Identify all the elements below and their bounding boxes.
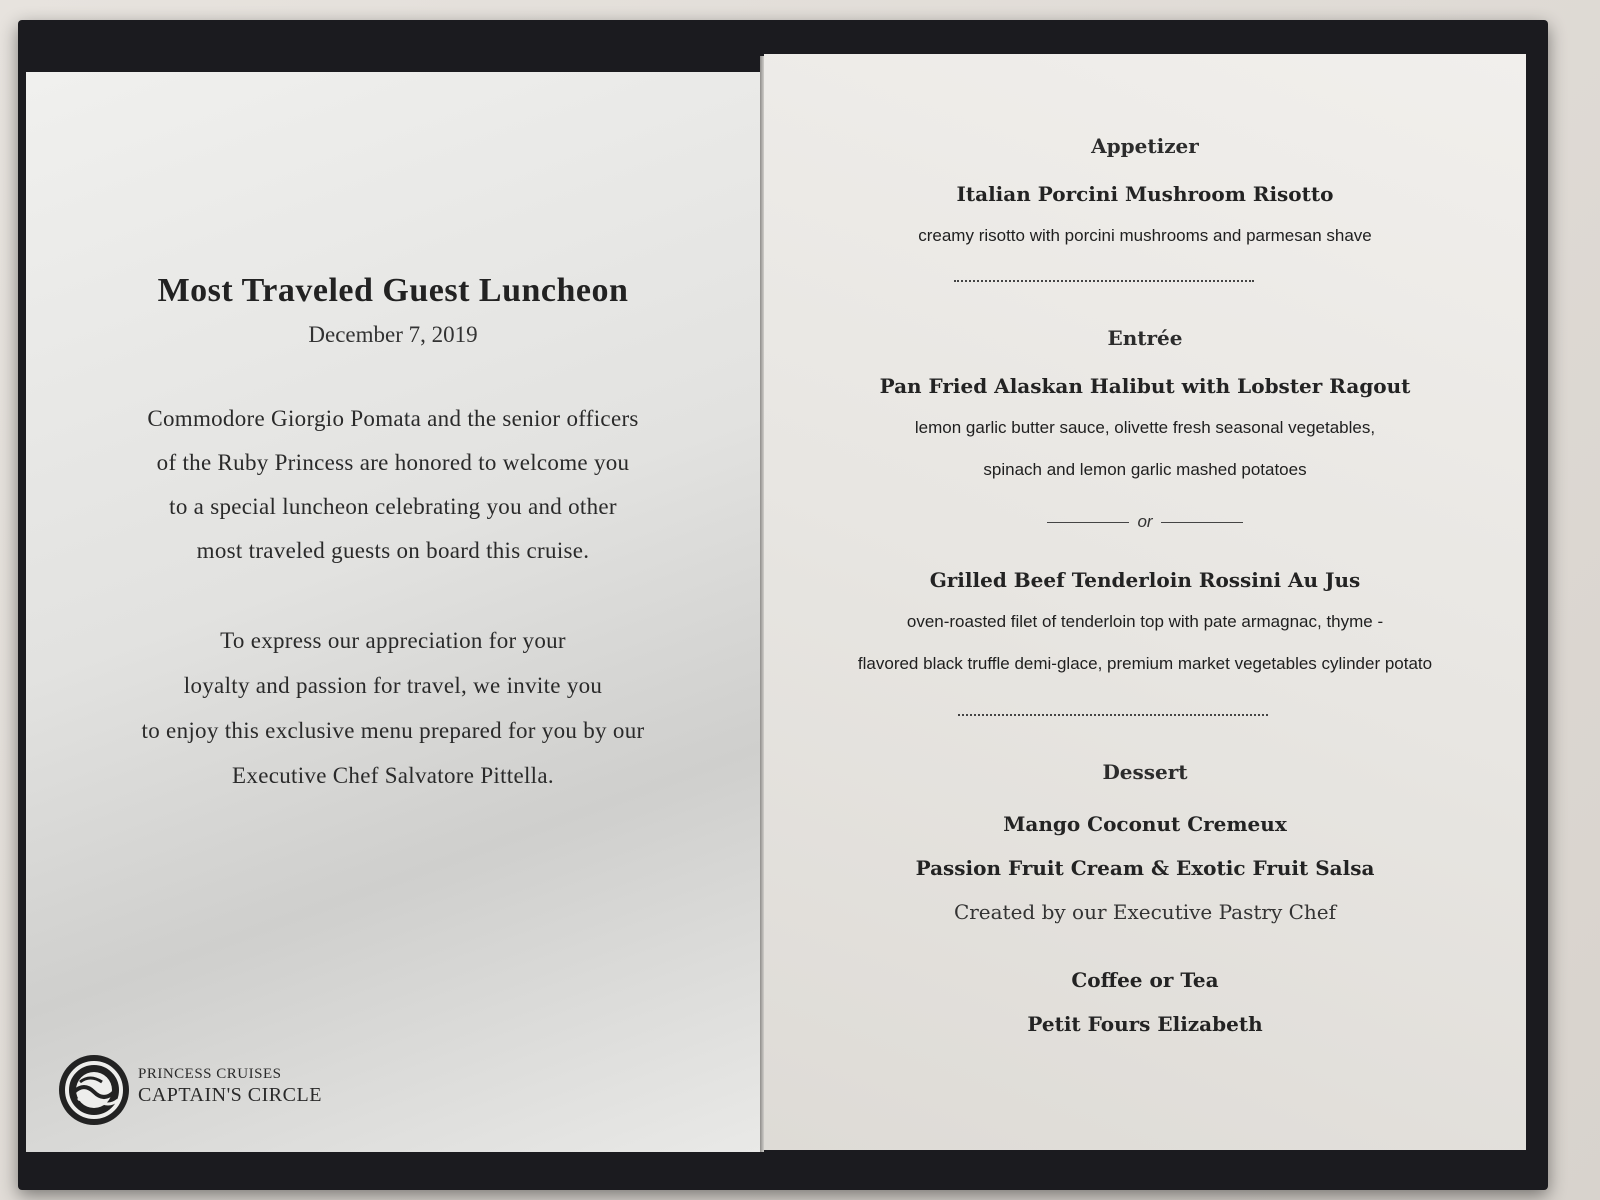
welcome-line: Commodore Giorgio Pomata and the senior officers: [147, 406, 639, 431]
welcome-line: to a special luncheon celebrating you and other: [169, 494, 617, 519]
luncheon-title: Most Traveled Guest Luncheon: [157, 272, 629, 309]
appreciation-line: Executive Chef Salvatore Pittella.: [232, 763, 554, 788]
luncheon-date: December 7, 2019: [308, 322, 478, 347]
right-page: [764, 54, 1526, 1150]
petit-fours: Petit Fours Elizabeth: [1027, 1012, 1263, 1036]
appreciation-line: to enjoy this exclusive menu prepared for you by our: [141, 718, 645, 743]
section-divider: [958, 714, 1268, 716]
princess-seawitch-logo-icon: [56, 1052, 132, 1128]
or-rule-right: [1161, 522, 1243, 523]
entree-2-description-line: flavored black truffle demi-glace, premium market vegetables cylinder potato: [857, 654, 1433, 673]
welcome-line: of the Ruby Princess are honored to welcome you: [156, 450, 630, 475]
appreciation-line: To express our appreciation for your: [220, 628, 566, 653]
section-divider: [954, 280, 1254, 282]
or-separator: [764, 512, 1526, 532]
or-label: or: [1137, 512, 1153, 531]
dessert-credit: Created by our Executive Pastry Chef: [953, 900, 1337, 924]
entree-2-description-line: oven-roasted filet of tenderloin top with pate armagnac, thyme -: [906, 612, 1384, 631]
dessert-heading: Dessert: [1102, 760, 1188, 784]
left-page: [26, 72, 760, 1152]
or-rule-left: [1047, 522, 1129, 523]
entree-1-description-line: lemon garlic butter sauce, olivette fresh seasonal vegetables,: [914, 418, 1376, 437]
menu-folder-cover: [18, 20, 1548, 1190]
appetizer-dish: Italian Porcini Mushroom Risotto: [956, 182, 1334, 206]
captains-circle-logo: [56, 1052, 356, 1132]
entree-heading: Entrée: [1107, 326, 1183, 350]
dessert-dish-line-2: Passion Fruit Cream & Exotic Fruit Salsa: [915, 856, 1375, 880]
dessert-dish: Mango Coconut Cremeux: [1003, 812, 1287, 836]
appetizer-heading: Appetizer: [1091, 134, 1199, 158]
entree-1-description-line: spinach and lemon garlic mashed potatoes: [983, 460, 1307, 479]
logo-line-1: PRINCESS CRUISES: [138, 1066, 282, 1082]
entree-dish-1: Pan Fried Alaskan Halibut with Lobster Ragout: [879, 374, 1411, 398]
appreciation-line: loyalty and passion for travel, we invite you: [183, 673, 603, 698]
logo-line-2: CAPTAIN'S CIRCLE: [138, 1084, 322, 1106]
appetizer-description: creamy risotto with porcini mushrooms and parmesan shave: [918, 226, 1372, 245]
entree-dish-2: Grilled Beef Tenderloin Rossini Au Jus: [929, 568, 1361, 592]
coffee-or-tea: Coffee or Tea: [1071, 968, 1219, 992]
welcome-line: most traveled guests on board this cruise.: [196, 538, 590, 563]
